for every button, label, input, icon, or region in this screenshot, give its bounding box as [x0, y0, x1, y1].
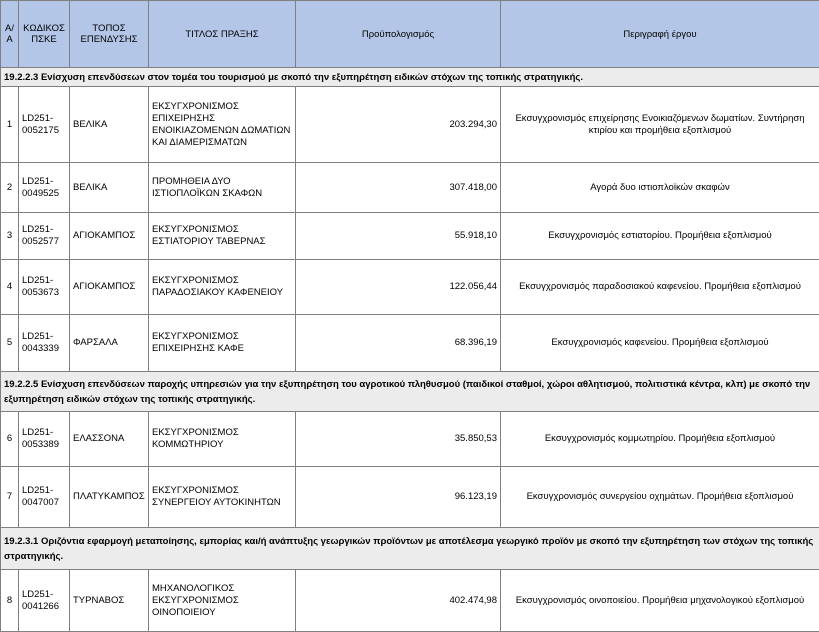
cell-title: ΠΡΟΜΗΘΕΙΑ ΔΥΟ ΙΣΤΙΟΠΛΟΪΚΩΝ ΣΚΑΦΩΝ: [149, 163, 296, 213]
cell-aa: 4: [1, 260, 19, 315]
cell-location: ΑΓΙΟΚΑΜΠΟΣ: [70, 260, 149, 315]
cell-description: Εκσυγχρονισμός παραδοσιακού καφενείου. Προμήθεια εξοπλισμού: [501, 260, 819, 315]
cell-aa: 2: [1, 163, 19, 213]
section-heading: 19.2.3.1 Οριζόντια εφαρμογή μεταποίησης, εμπορίας και/ή ανάπτυξης γεωργικών προϊόντων με αποτέλεσμα γεωργικό προϊόν με σκοπό την εξυπηρέτηση των στόχων της τοπικής στρατηγικής.: [1, 528, 819, 570]
cell-description: Εκσυγχρονισμός συνεργείου οχημάτων. Προμήθεια εξοπλισμού: [501, 467, 819, 528]
section-row: [1, 372, 819, 412]
cell-title: ΕΚΣΥΓΧΡΟΝΙΣΜΟΣ ΕΠΙΧΕΙΡΗΣΗΣ ΕΝΟΙΚΙΑΖΟΜΕΝΩΝ ΔΩΜΑΤΙΩΝ ΚΑΙ ΔΙΑΜΕΡΙΣΜΑΤΩΝ: [149, 87, 296, 163]
cell-location: ΤΥΡΝΑΒΟΣ: [70, 570, 149, 632]
table-row: [1, 213, 819, 260]
cell-code: LD251-0053389: [19, 412, 70, 467]
cell-aa: 6: [1, 412, 19, 467]
cell-code: LD251-0043339: [19, 315, 70, 372]
cell-title: ΕΚΣΥΓΧΡΟΝΙΣΜΟΣ ΕΣΤΙΑΤΟΡΙΟΥ ΤΑΒΕΡΝΑΣ: [149, 213, 296, 260]
table-row: [1, 467, 819, 528]
cell-title: ΕΚΣΥΓΧΡΟΝΙΣΜΟΣ ΠΑΡΑΔΟΣΙΑΚΟΥ ΚΑΦΕΝΕΙΟΥ: [149, 260, 296, 315]
cell-code: LD251-0049525: [19, 163, 70, 213]
header-location: ΤΟΠΟΣ ΕΠΕΝΔΥΣΗΣ: [70, 1, 149, 68]
section-heading: 19.2.2.3 Ενίσχυση επενδύσεων στον τομέα του τουρισμού με σκοπό την εξυπηρέτηση ειδικών στόχων της τοπικής στρατηγικής.: [1, 68, 819, 87]
cell-budget: 68.396,19: [296, 315, 501, 372]
cell-code: LD251-0052175: [19, 87, 70, 163]
cell-location: ΠΛΑΤΥΚΑΜΠΟΣ: [70, 467, 149, 528]
cell-budget: 122.056,44: [296, 260, 501, 315]
header-aa: Α/Α: [1, 1, 19, 68]
cell-budget: 35.850,53: [296, 412, 501, 467]
cell-budget: 96.123,19: [296, 467, 501, 528]
cell-budget: 55.918,10: [296, 213, 501, 260]
section-row: [1, 68, 819, 87]
cell-location: ΑΓΙΟΚΑΜΠΟΣ: [70, 213, 149, 260]
table-row: [1, 163, 819, 213]
header-title: ΤΙΤΛΟΣ ΠΡΑΞΗΣ: [149, 1, 296, 68]
cell-description: Αγορά δυο ιστιοπλοϊκών σκαφών: [501, 163, 819, 213]
cell-budget: 203.294,30: [296, 87, 501, 163]
cell-location: ΕΛΑΣΣΟΝΑ: [70, 412, 149, 467]
cell-code: LD251-0047007: [19, 467, 70, 528]
cell-aa: 8: [1, 570, 19, 632]
header-description: Περιγραφή έργου: [501, 1, 819, 68]
cell-budget: 402.474,98: [296, 570, 501, 632]
cell-title: ΕΚΣΥΓΧΡΟΝΙΣΜΟΣ ΚΟΜΜΩΤΗΡΙΟΥ: [149, 412, 296, 467]
section-row: [1, 528, 819, 570]
cell-description: Εκσυγχρονισμός εστιατορίου. Προμήθεια εξοπλισμού: [501, 213, 819, 260]
cell-title: ΕΚΣΥΓΧΡΟΝΙΣΜΟΣ ΕΠΙΧΕΙΡΗΣΗΣ ΚΑΦΕ: [149, 315, 296, 372]
cell-code: LD251-0053673: [19, 260, 70, 315]
cell-location: ΦΑΡΣΑΛΑ: [70, 315, 149, 372]
table-row: [1, 87, 819, 163]
header-code: ΚΩΔΙΚΟΣ ΠΣΚΕ: [19, 1, 70, 68]
cell-aa: 5: [1, 315, 19, 372]
cell-description: Εκσυγχρονισμός οινοποιείου. Προμήθεια μηχανολογικού εξοπλισμού: [501, 570, 819, 632]
header-budget: Προϋπολογισμός: [296, 1, 501, 68]
cell-location: ΒΕΛΙΚΑ: [70, 163, 149, 213]
cell-aa: 7: [1, 467, 19, 528]
table-row: [1, 412, 819, 467]
cell-location: ΒΕΛΙΚΑ: [70, 87, 149, 163]
header-row: [1, 1, 819, 68]
cell-title: ΕΚΣΥΓΧΡΟΝΙΣΜΟΣ ΣΥΝΕΡΓΕΙΟΥ ΑΥΤΟΚΙΝΗΤΩΝ: [149, 467, 296, 528]
cell-budget: 307.418,00: [296, 163, 501, 213]
section-heading: 19.2.2.5 Ενίσχυση επενδύσεων παροχής υπηρεσιών για την εξυπηρέτηση του αγροτικού πληθυσμού (παιδικοί σταθμοί, χώροι αθλητισμού, πολιτιστικά κέντρα, κλπ) με σκοπό την εξυπηρέτηση ειδικών στόχων της τοπικής στρατηγικής.: [1, 372, 819, 412]
cell-title: ΜΗΧΑΝΟΛΟΓΙΚΟΣ ΕΚΣΥΓΧΡΟΝΙΣΜΟΣ ΟΙΝΟΠΟΙΕΙΟΥ: [149, 570, 296, 632]
table-row: [1, 260, 819, 315]
cell-aa: 1: [1, 87, 19, 163]
cell-description: Εκσυγχρονισμός επιχείρησης Ενοικιαζόμενων δωματίων. Συντήρηση κτιρίου και προμήθεια εξοπλισμού: [501, 87, 819, 163]
cell-code: LD251-0041266: [19, 570, 70, 632]
cell-description: Εκσυγχρονισμός καφενείου. Προμήθεια εξοπλισμού: [501, 315, 819, 372]
cell-description: Εκσυγχρονισμός κομμωτηρίου. Προμήθεια εξοπλισμού: [501, 412, 819, 467]
table-row: [1, 315, 819, 372]
cell-aa: 3: [1, 213, 19, 260]
cell-code: LD251-0052577: [19, 213, 70, 260]
table-row: [1, 570, 819, 632]
